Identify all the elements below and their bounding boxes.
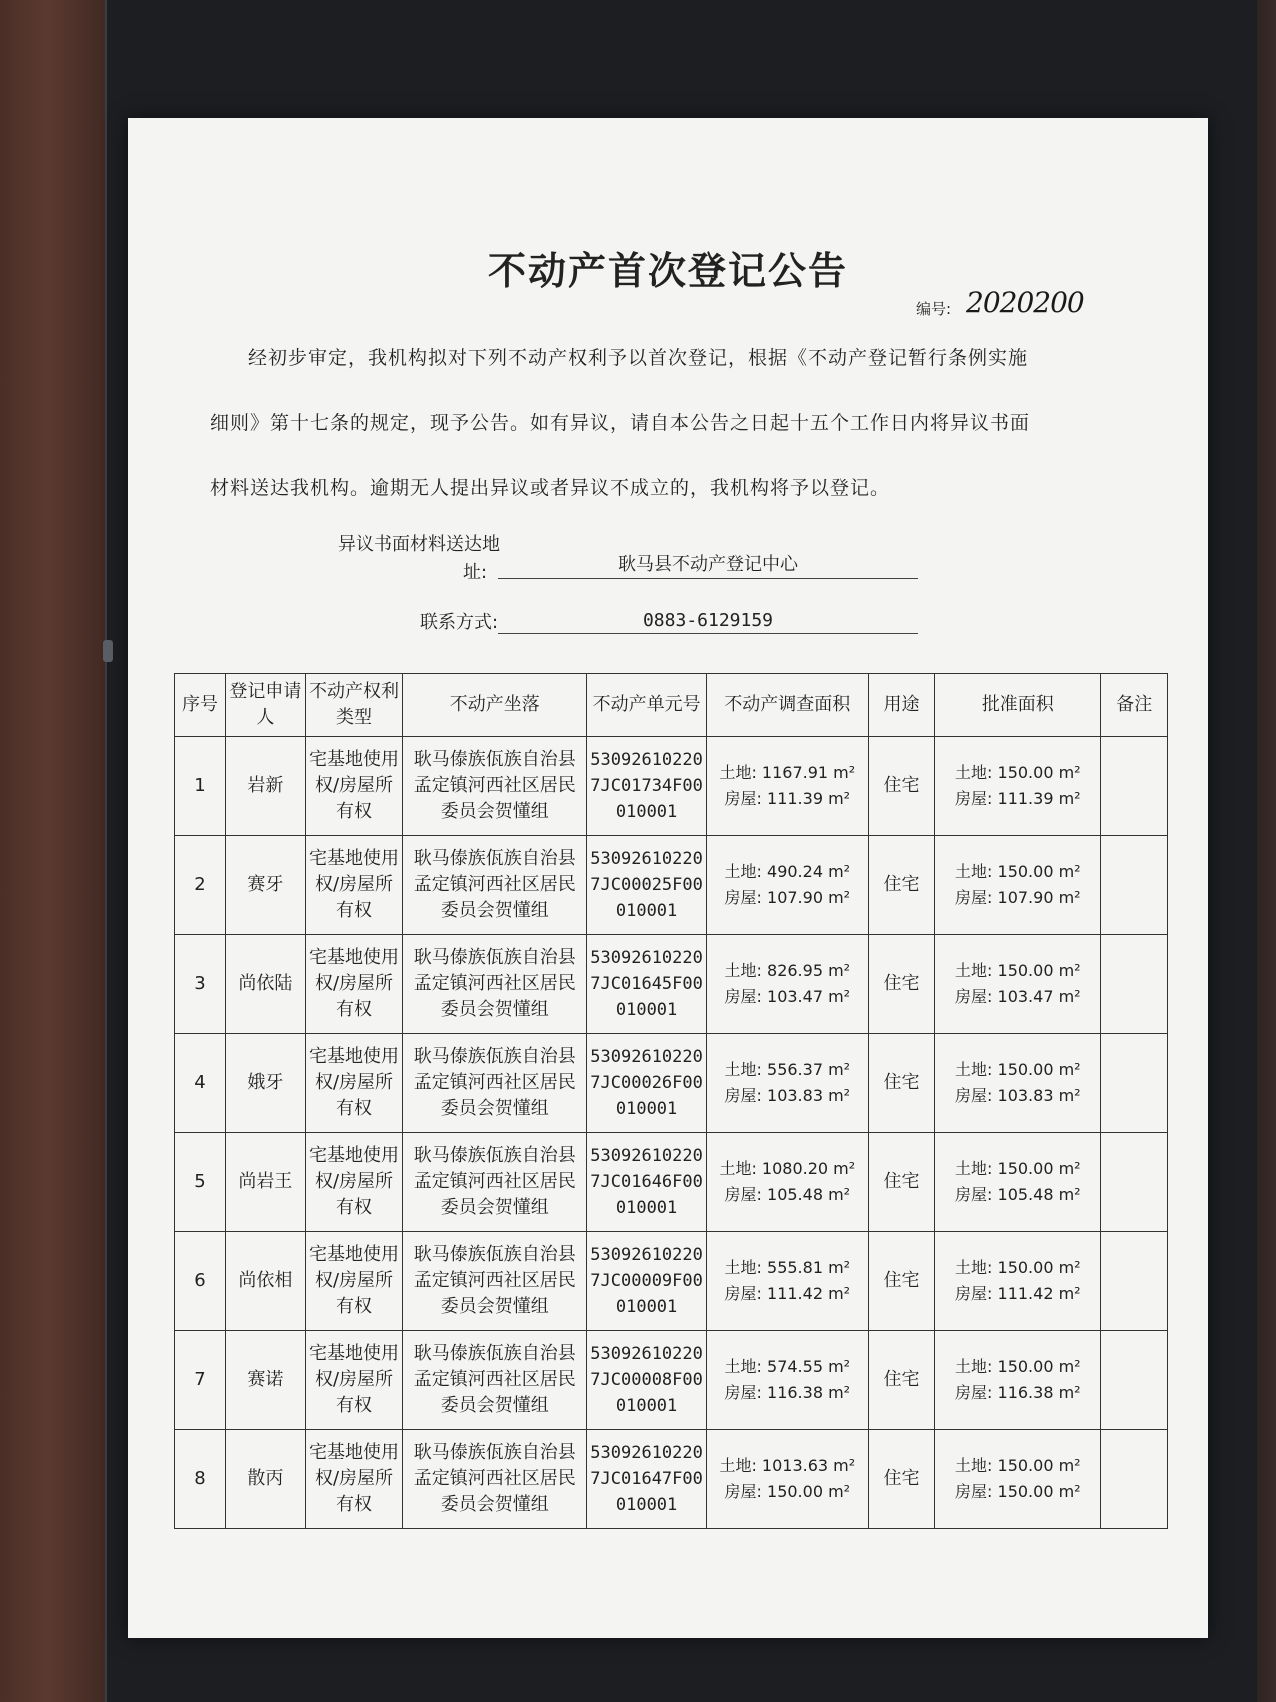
- approved-land-area: 土地: 150.00 m²: [955, 763, 1081, 782]
- table-row: [175, 1430, 1168, 1529]
- registration-table: [174, 673, 1168, 1529]
- usage: 住宅: [868, 1034, 934, 1133]
- table-row: [175, 1331, 1168, 1430]
- survey-land-area: 土地: 490.24 m²: [724, 862, 851, 881]
- header-cell: 备注: [1101, 674, 1168, 737]
- property-location: 耿马傣族佤族自治县孟定镇河西社区居民委员会贺懂组: [403, 1430, 587, 1529]
- right-type: 宅基地使用权/房屋所有权: [305, 1034, 403, 1133]
- approved-house-area: 房屋: 111.42 m²: [955, 1284, 1081, 1303]
- header-cell: 不动产坐落: [403, 674, 587, 737]
- property-location: 耿马傣族佤族自治县孟定镇河西社区居民委员会贺懂组: [403, 1034, 587, 1133]
- right-type: 宅基地使用权/房屋所有权: [305, 737, 403, 836]
- right-type: 宅基地使用权/房屋所有权: [305, 1232, 403, 1331]
- survey-area: [706, 935, 868, 1034]
- survey-land-area: 土地: 826.95 m²: [724, 961, 851, 980]
- approved-area: [935, 1034, 1101, 1133]
- survey-house-area: 房屋: 105.48 m²: [724, 1185, 851, 1204]
- header-cell: 登记申请人: [225, 674, 305, 737]
- unit-number: 530926102207JC00026F00010001: [587, 1034, 707, 1133]
- remarks: [1101, 1133, 1168, 1232]
- usage: 住宅: [868, 1133, 934, 1232]
- notice-paper: [128, 118, 1208, 1638]
- applicant-name: 岩新: [225, 737, 305, 836]
- applicant-name: 赛诺: [225, 1331, 305, 1430]
- right-type: 宅基地使用权/房屋所有权: [305, 836, 403, 935]
- applicant-name: 尚依陆: [225, 935, 305, 1034]
- survey-house-area: 房屋: 111.39 m²: [724, 789, 851, 808]
- approved-house-area: 房屋: 103.83 m²: [955, 1086, 1081, 1105]
- folder-clip: [103, 640, 113, 662]
- row-number: 2: [175, 836, 226, 935]
- row-number: 7: [175, 1331, 226, 1430]
- remarks: [1101, 1430, 1168, 1529]
- approved-land-area: 土地: 150.00 m²: [955, 961, 1081, 980]
- contact-phone: 0883-6129159: [498, 610, 918, 634]
- header-cell: 用途: [868, 674, 934, 737]
- approved-land-area: 土地: 150.00 m²: [955, 1357, 1081, 1376]
- survey-land-area: 土地: 574.55 m²: [724, 1357, 851, 1376]
- right-type: 宅基地使用权/房屋所有权: [305, 1331, 403, 1430]
- approved-land-area: 土地: 150.00 m²: [955, 1456, 1081, 1475]
- header-cell: 批准面积: [935, 674, 1101, 737]
- approved-area: [935, 737, 1101, 836]
- notice-title: 不动产首次登记公告: [487, 249, 848, 293]
- header-cell: 不动产权利类型: [305, 674, 403, 737]
- unit-number: 530926102207JC01646F00010001: [587, 1133, 707, 1232]
- row-number: 4: [175, 1034, 226, 1133]
- remarks: [1101, 935, 1168, 1034]
- approved-land-area: 土地: 150.00 m²: [955, 1060, 1081, 1079]
- survey-house-area: 房屋: 111.42 m²: [724, 1284, 851, 1303]
- remarks: [1101, 836, 1168, 935]
- property-location: 耿马傣族佤族自治县孟定镇河西社区居民委员会贺懂组: [403, 1331, 587, 1430]
- approved-area: [935, 935, 1101, 1034]
- survey-area: [706, 1034, 868, 1133]
- unit-number: 530926102207JC00025F00010001: [587, 836, 707, 935]
- approved-area: [935, 836, 1101, 935]
- unit-number: 530926102207JC00008F00010001: [587, 1331, 707, 1430]
- notice-paragraph-line-3: 材料送达我机构。逾期无人提出异议或者异议不成立的，我机构将予以登记。: [210, 477, 891, 499]
- applicant-name: 娥牙: [225, 1034, 305, 1133]
- property-location: 耿马傣族佤族自治县孟定镇河西社区居民委员会贺懂组: [403, 737, 587, 836]
- approved-house-area: 房屋: 105.48 m²: [955, 1185, 1081, 1204]
- right-type: 宅基地使用权/房屋所有权: [305, 1133, 403, 1232]
- survey-house-area: 房屋: 116.38 m²: [724, 1383, 851, 1402]
- approved-house-area: 房屋: 150.00 m²: [955, 1482, 1081, 1501]
- serial-handwritten-number: 2020200: [966, 286, 1084, 319]
- survey-house-area: 房屋: 150.00 m²: [724, 1482, 851, 1501]
- approved-house-area: 房屋: 103.47 m²: [955, 987, 1081, 1006]
- right-type: 宅基地使用权/房屋所有权: [305, 935, 403, 1034]
- header-cell: 不动产单元号: [587, 674, 707, 737]
- table-row: [175, 836, 1168, 935]
- right-type: 宅基地使用权/房屋所有权: [305, 1430, 403, 1529]
- header-cell: 不动产调查面积: [706, 674, 868, 737]
- objection-address-label: 异议书面材料送达地: [338, 534, 500, 555]
- remarks: [1101, 1034, 1168, 1133]
- table-row: [175, 1232, 1168, 1331]
- unit-number: 530926102207JC01645F00010001: [587, 935, 707, 1034]
- survey-area: [706, 737, 868, 836]
- survey-area: [706, 1133, 868, 1232]
- notice-paragraph-line-1: 经初步审定，我机构拟对下列不动产权利予以首次登记，根据《不动产登记暂行条例实施: [248, 347, 1029, 369]
- row-number: 3: [175, 935, 226, 1034]
- remarks: [1101, 1232, 1168, 1331]
- survey-area: [706, 1430, 868, 1529]
- approved-land-area: 土地: 150.00 m²: [955, 1258, 1081, 1277]
- applicant-name: 尚依相: [225, 1232, 305, 1331]
- serial-label: 编号:: [916, 300, 952, 318]
- row-number: 8: [175, 1430, 226, 1529]
- objection-address-label-cont: 址:: [463, 562, 488, 583]
- property-location: 耿马傣族佤族自治县孟定镇河西社区居民委员会贺懂组: [403, 1232, 587, 1331]
- survey-area: [706, 836, 868, 935]
- survey-land-area: 土地: 1167.91 m²: [719, 763, 856, 782]
- survey-house-area: 房屋: 103.47 m²: [724, 987, 851, 1006]
- table-header-row: [175, 674, 1168, 737]
- table-row: [175, 737, 1168, 836]
- header-cell: 序号: [175, 674, 226, 737]
- usage: 住宅: [868, 836, 934, 935]
- unit-number: 530926102207JC00009F00010001: [587, 1232, 707, 1331]
- approved-area: [935, 1133, 1101, 1232]
- usage: 住宅: [868, 737, 934, 836]
- approved-area: [935, 1232, 1101, 1331]
- approved-house-area: 房屋: 107.90 m²: [955, 888, 1081, 907]
- property-location: 耿马傣族佤族自治县孟定镇河西社区居民委员会贺懂组: [403, 935, 587, 1034]
- table-row: [175, 935, 1168, 1034]
- wooden-desk-surface: [0, 0, 120, 1702]
- row-number: 6: [175, 1232, 226, 1331]
- unit-number: 530926102207JC01734F00010001: [587, 737, 707, 836]
- survey-area: [706, 1232, 868, 1331]
- applicant-name: 尚岩王: [225, 1133, 305, 1232]
- usage: 住宅: [868, 1331, 934, 1430]
- remarks: [1101, 1331, 1168, 1430]
- survey-land-area: 土地: 1080.20 m²: [719, 1159, 856, 1178]
- approved-land-area: 土地: 150.00 m²: [955, 1159, 1081, 1178]
- survey-house-area: 房屋: 103.83 m²: [724, 1086, 851, 1105]
- approved-land-area: 土地: 150.00 m²: [955, 862, 1081, 881]
- survey-house-area: 房屋: 107.90 m²: [724, 888, 851, 907]
- survey-area: [706, 1331, 868, 1430]
- survey-land-area: 土地: 1013.63 m²: [719, 1456, 856, 1475]
- usage: 住宅: [868, 935, 934, 1034]
- survey-land-area: 土地: 556.37 m²: [724, 1060, 851, 1079]
- unit-number: 530926102207JC01647F00010001: [587, 1430, 707, 1529]
- row-number: 5: [175, 1133, 226, 1232]
- usage: 住宅: [868, 1430, 934, 1529]
- row-number: 1: [175, 737, 226, 836]
- survey-land-area: 土地: 555.81 m²: [724, 1258, 851, 1277]
- notice-paragraph-line-2: 细则》第十七条的规定，现予公告。如有异议，请自本公告之日起十五个工作日内将异议书面: [210, 412, 1031, 434]
- approved-house-area: 房屋: 116.38 m²: [955, 1383, 1081, 1402]
- contact-label: 联系方式:: [420, 612, 499, 633]
- usage: 住宅: [868, 1232, 934, 1331]
- property-location: 耿马傣族佤族自治县孟定镇河西社区居民委员会贺懂组: [403, 836, 587, 935]
- applicant-name: 赛牙: [225, 836, 305, 935]
- approved-area: [935, 1331, 1101, 1430]
- table-row: [175, 1034, 1168, 1133]
- table-row: [175, 1133, 1168, 1232]
- property-location: 耿马傣族佤族自治县孟定镇河西社区居民委员会贺懂组: [403, 1133, 587, 1232]
- approved-house-area: 房屋: 111.39 m²: [955, 789, 1081, 808]
- applicant-name: 散丙: [225, 1430, 305, 1529]
- approved-area: [935, 1430, 1101, 1529]
- objection-address-value: 耿马县不动产登记中心: [498, 550, 918, 579]
- remarks: [1101, 737, 1168, 836]
